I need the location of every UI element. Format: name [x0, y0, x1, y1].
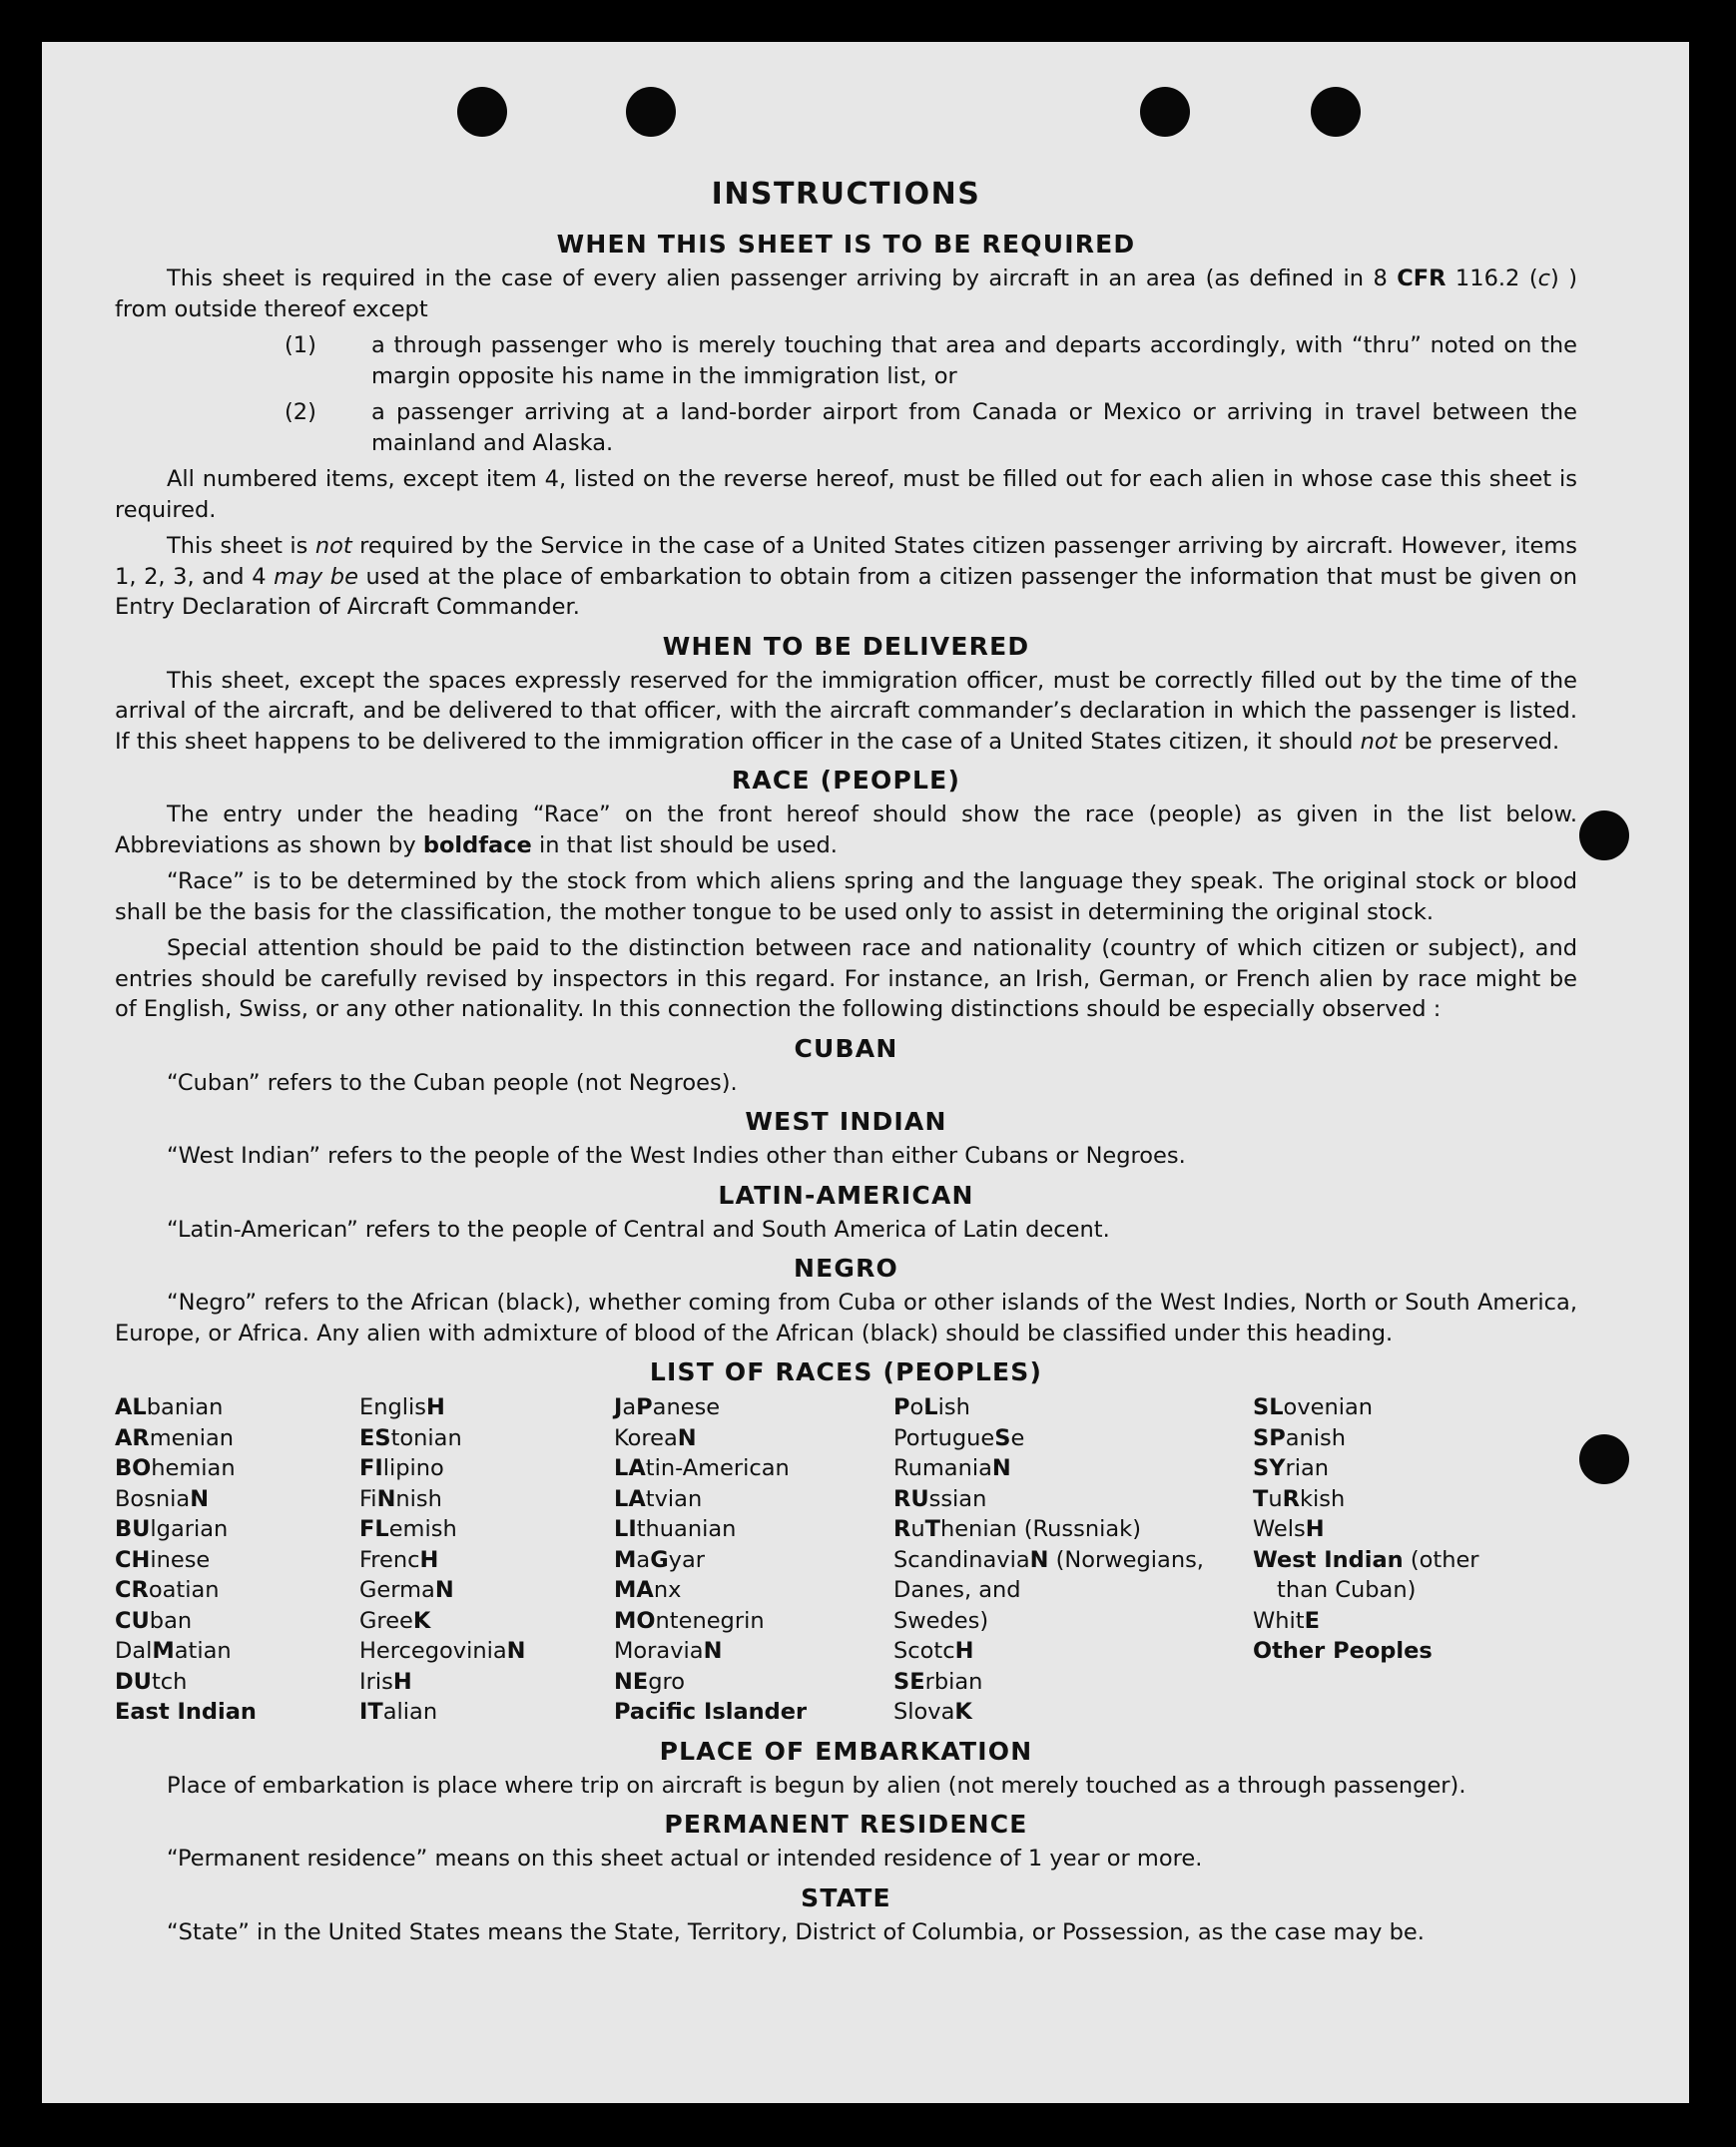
race-entry: DUtch — [115, 1668, 188, 1695]
race-entry: CHinese — [115, 1546, 211, 1573]
race-entry: CRoatian — [115, 1577, 220, 1603]
paragraph-citizen: This sheet is not required by the Service in the case of a United States citizen passenger arriving by aircraft. However, items 1, 2, 3, and 4 may be used at the place of embarkation to obtain from a citizen passenger the information that must be given on Entry Declaration of Aircraft Commander. — [115, 533, 1577, 620]
race-entry: LIthuanian — [614, 1516, 737, 1542]
punch-hole — [1579, 810, 1629, 860]
punch-hole — [626, 87, 676, 137]
race-entry: Pacific Islander — [614, 1699, 808, 1725]
paragraph-west-indian: “West Indian” refers to the people of the West Indies other than either Cubans or Negroes. — [167, 1143, 1186, 1169]
race-entry: EStonian — [359, 1424, 462, 1451]
paragraph-latin-american: “Latin-American” refers to the people of Central and South America of Latin decent. — [167, 1216, 1110, 1243]
race-entry: LAtvian — [614, 1485, 703, 1512]
race-entry: RumaniaN — [893, 1455, 1011, 1481]
punch-hole — [457, 87, 507, 137]
race-entry: MoraviaN — [614, 1638, 723, 1664]
race-entry: SYrian — [1253, 1455, 1330, 1481]
heading-negro: NEGRO — [793, 1254, 899, 1283]
races-column — [115, 1392, 359, 1728]
race-entry: ITalian — [359, 1699, 438, 1725]
exception-item-1 — [115, 330, 1577, 391]
heading-delivered: WHEN TO BE DELIVERED — [662, 631, 1030, 661]
race-entry: SLovenian — [1253, 1394, 1374, 1420]
races-list — [115, 1392, 1577, 1728]
paragraph-race-entry: The entry under the heading “Race” on the front hereof should show the race (people) as given in the list below. Abbreviations as shown by boldface in that list should be used. — [115, 802, 1577, 858]
heading-west-indian: WEST INDIAN — [745, 1107, 947, 1136]
race-entry: WelsH — [1253, 1516, 1325, 1542]
race-entry: ARmenian — [115, 1424, 235, 1451]
paragraph-required-intro: This sheet is required in the case of every alien passenger arriving by aircraft in an area (as defined in 8 CFR 116.2 (c) ) from outside thereof except — [115, 266, 1577, 322]
race-entry: MAnx — [614, 1577, 682, 1603]
item-number: (2) — [285, 399, 316, 425]
races-column — [1253, 1392, 1552, 1728]
race-entry: RUssian — [893, 1485, 987, 1512]
heading-permanent-residence: PERMANENT RESIDENCE — [664, 1810, 1028, 1839]
races-column — [893, 1392, 1253, 1728]
race-entry: ALbanian — [115, 1394, 224, 1420]
paragraph-cuban: “Cuban” refers to the Cuban people (not Negroes). — [167, 1069, 738, 1096]
race-entry: BosniaN — [115, 1485, 210, 1512]
races-column — [614, 1392, 893, 1728]
race-entry: JaPanese — [614, 1394, 721, 1420]
punch-hole — [1140, 87, 1190, 137]
paragraph-numbered-items: All numbered items, except item 4, listed on the reverse hereof, must be filled out for each alien in whose case this sheet is required. — [115, 466, 1577, 523]
race-entry: MaGyar — [614, 1546, 706, 1573]
race-entry: HercegoviniaN — [359, 1638, 526, 1664]
paragraph-embarkation: Place of embarkation is place where trip on aircraft is begun by alien (not merely touched as a through passenger). — [167, 1772, 1466, 1799]
race-entry: GermaN — [359, 1577, 454, 1603]
race-entry: NEgro — [614, 1668, 686, 1695]
heading-state: STATE — [801, 1882, 891, 1912]
heading-cuban: CUBAN — [794, 1033, 898, 1063]
item-text: a passenger arriving at a land-border airport from Canada or Mexico or arriving in travel between the mainland and Alaska. — [371, 399, 1577, 456]
race-entry: KoreaN — [614, 1424, 697, 1451]
paragraph-negro: “Negro” refers to the African (black), whether coming from Cuba or other islands of the West Indies, North or South America, Europe, or Africa. Any alien with admixture of blood of the African (black) should be classified under this heading. — [115, 1290, 1577, 1346]
paragraph-race-nationality: Special attention should be paid to the distinction between race and nationality (country of which citizen or subject), and entries should be carefully revised by inspectors in this regard. For instance, an Irish, German, or French alien by race might be of English, Swiss, or any other nationality. In this connection the following distinctions should be especially observed : — [115, 935, 1577, 1022]
instructions-content — [115, 175, 1577, 1953]
race-entry: Danes, and — [893, 1577, 1021, 1603]
race-entry: PortugueSe — [893, 1424, 1025, 1451]
heading-list-of-races: LIST OF RACES (PEOPLES) — [649, 1357, 1043, 1386]
race-entry: West Indian (other — [1253, 1546, 1479, 1573]
punch-hole — [1579, 1434, 1629, 1484]
item-number: (1) — [285, 332, 316, 358]
race-entry: Other Peoples — [1253, 1638, 1433, 1664]
paragraph-delivered: This sheet, except the spaces expressly reserved for the immigration officer, must be correctly filled out by the time of the arrival of the aircraft, and be delivered to that officer, with the aircraft commander’s declaration in which the passenger is listed. If this sheet happens to be delivered to the immigration officer in the case of a United States citizen, it should not be preserved. — [115, 667, 1577, 755]
race-entry: SErbian — [893, 1668, 983, 1695]
heading-race: RACE (PEOPLE) — [731, 766, 961, 795]
races-column — [359, 1392, 614, 1728]
heading-required: WHEN THIS SHEET IS TO BE REQUIRED — [556, 230, 1136, 259]
race-entry: RuThenian (Russniak) — [893, 1516, 1141, 1542]
heading-latin-american: LATIN-AMERICAN — [718, 1180, 974, 1210]
race-entry: FLemish — [359, 1516, 457, 1542]
page-title: INSTRUCTIONS — [711, 177, 981, 212]
race-entry: PoLish — [893, 1394, 970, 1420]
race-entry: EnglisH — [359, 1394, 445, 1420]
heading-embarkation: PLACE OF EMBARKATION — [659, 1736, 1033, 1766]
race-entry: IrisH — [359, 1668, 412, 1695]
race-entry: than Cuban) — [1277, 1577, 1417, 1603]
race-entry: CUban — [115, 1607, 193, 1634]
paragraph-race-stock: “Race” is to be determined by the stock from which aliens spring and the language they speak. The original stock or blood shall be the basis for the classification, the mother tongue to be used only to assist in determining the original stock. — [115, 868, 1577, 925]
race-entry: FiNnish — [359, 1485, 442, 1512]
race-entry: ScandinaviaN (Norwegians, — [893, 1546, 1204, 1573]
race-entry: BOhemian — [115, 1455, 236, 1481]
paragraph-permanent-residence: “Permanent residence” means on this sheet actual or intended residence of 1 year or more. — [167, 1846, 1203, 1872]
race-entry: LAtin-American — [614, 1455, 790, 1481]
race-entry: Swedes) — [893, 1607, 989, 1634]
item-text: a through passenger who is merely touching that area and departs accordingly, with “thru” noted on the margin opposite his name in the immigration list, or — [371, 332, 1577, 389]
race-entry: GreeK — [359, 1607, 431, 1634]
race-entry: FIlipino — [359, 1455, 444, 1481]
race-entry: ScotcH — [893, 1638, 974, 1664]
race-entry: East Indian — [115, 1699, 257, 1725]
paragraph-state: “State” in the United States means the State, Territory, District of Columbia, or Possession, as the case may be. — [167, 1918, 1425, 1945]
race-entry: DalMatian — [115, 1638, 232, 1664]
race-entry: SPanish — [1253, 1424, 1346, 1451]
race-entry: FrencH — [359, 1546, 439, 1573]
race-entry: SlovaK — [893, 1699, 972, 1725]
exception-item-2 — [115, 397, 1577, 458]
race-entry: MOntenegrin — [614, 1607, 765, 1634]
race-entry: WhitE — [1253, 1607, 1320, 1634]
punch-hole — [1311, 87, 1361, 137]
race-entry: TuRkish — [1253, 1485, 1346, 1512]
race-entry: BUlgarian — [115, 1516, 229, 1542]
